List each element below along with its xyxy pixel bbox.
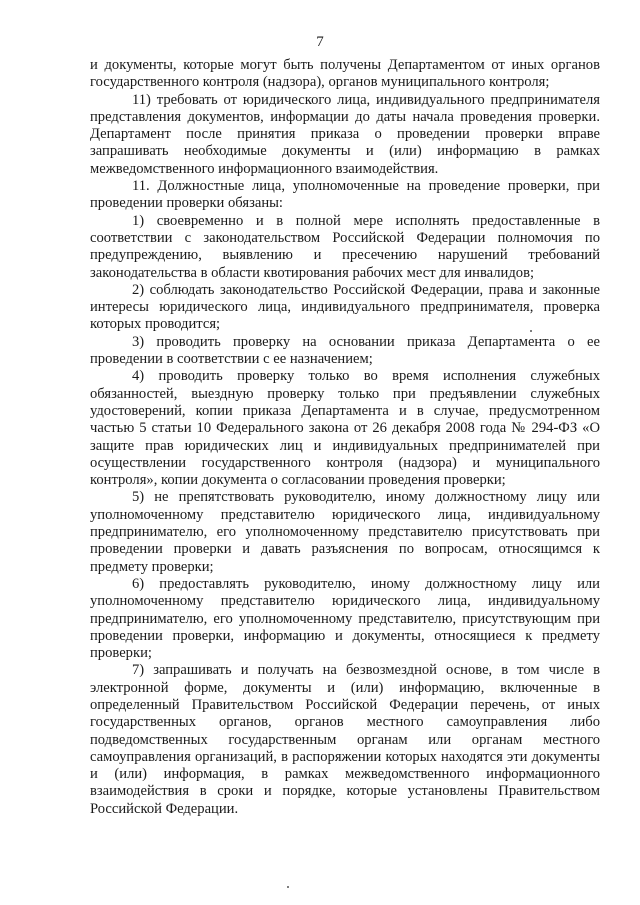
paragraph-duty-2: 2) соблюдать законодательство Российской Федерации, права и законные интересы юридического лица, индивидуального предпринимателя, проверка которых проводится; (90, 281, 600, 333)
paragraph-continuation: и документы, которые могут быть получены Департаментом от иных органов государственного контроля (надзора), органов муниципального контроля; (90, 57, 600, 91)
document-body (90, 57, 600, 818)
scan-speck (287, 886, 289, 888)
scan-speck (530, 330, 532, 332)
paragraph-duty-5: 5) не препятствовать руководителю, иному должностному лицу или уполномоченному представителю юридического лица, индивидуальному предпринимателю, его уполномоченному представителю присутствовать при проведении проверки и давать разъяснения по вопросам, относящимся к предмету проверки; (90, 489, 600, 575)
paragraph-duty-1: 1) своевременно и в полной мере исполнять предоставленные в соответствии с законодательством Российской Федерации полномочия по предупреждению, выявлению и пресечению нарушений требований законодательства в области квотирования рабочих мест для инвалидов; (90, 212, 600, 281)
page-number: 7 (316, 34, 324, 50)
paragraph-item-11-request-documents: 11) требовать от юридического лица, индивидуального предпринимателя представления документов, информации до даты начала проведения проверки. Департамент после принятия приказа о проведении проверки вправе запрашивать необходимые документы и (или) информацию в рамках межведомственного информационного взаимодействия. (90, 91, 600, 177)
paragraph-duty-6: 6) предоставлять руководителю, иному должностному лицу или уполномоченному представителю юридического лица, индивидуальному предпринимателю, его уполномоченному представителю, присутствующим при проведении проверки, информацию и документы, относящиеся к предмету проверки; (90, 575, 600, 662)
paragraph-section-11-obligations: 11. Должностные лица, уполномоченные на проведение проверки, при проведении проверки обязаны: (90, 178, 600, 212)
paragraph-duty-7: 7) запрашивать и получать на безвозмездной основе, в том числе в электронной форме, документы и (или) информацию, включенные в определенный Правительством Российской Федерации перечень, от иных государственных органов, органов местного самоуправления либо подведомственных государственным органам или органам местного самоуправления организаций, в распоряжении которых находятся эти документы и (или) информация, в рамках межведомственного информационного взаимодействия в сроки и порядке, которые установлены Правительством Российской Федерации. (90, 662, 600, 817)
paragraph-duty-4: 4) проводить проверку только во время исполнения служебных обязанностей, выездную проверку только при предъявлении служебных удостоверений, копии приказа Департамента и в случае, предусмотренном частью 5 статьи 10 Федерального закона от 26 декабря 2008 года № 294-ФЗ «О защите прав юридических лиц и индивидуальных предпринимателей при осуществлении государственного контроля (надзора) и муниципального контроля», копии документа о согласовании проведения проверки; (90, 368, 600, 489)
paragraph-duty-3: 3) проводить проверку на основании приказа Департамента о ее проведении в соответствии с ее назначением; (90, 333, 600, 368)
